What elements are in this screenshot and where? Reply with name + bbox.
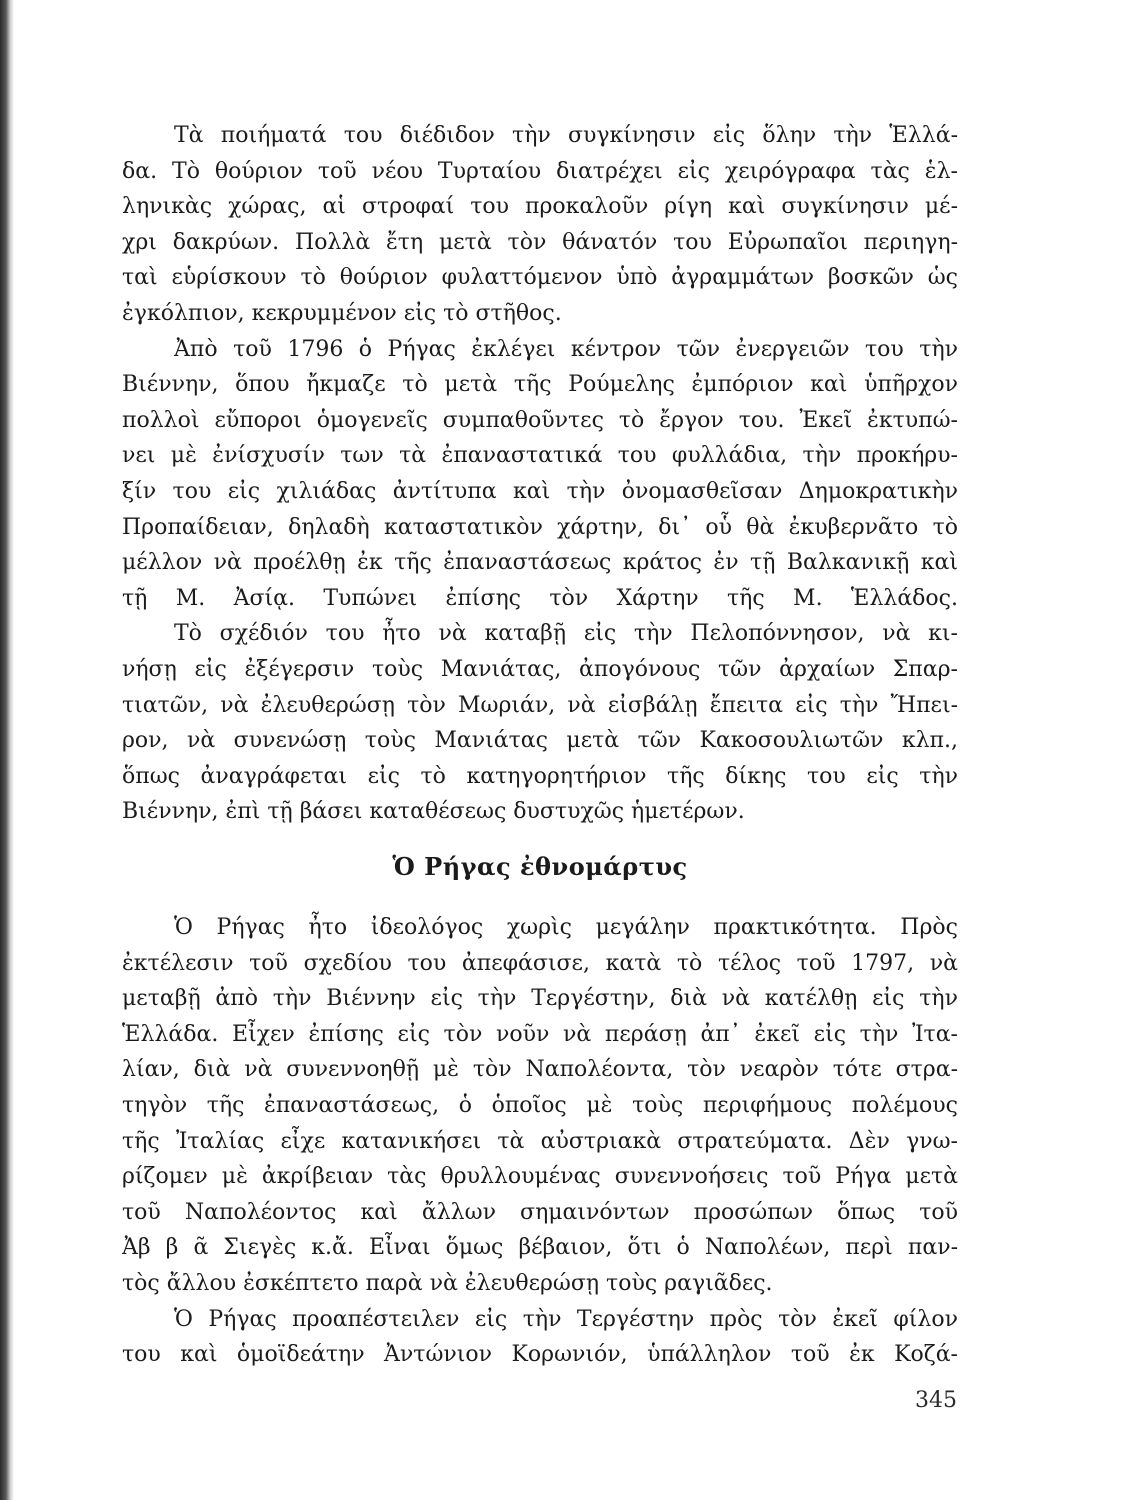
- text-line: μεταβῇ ἀπὸ τὴν Βιέννην εἰς τὴν Τεργέστην, διὰ νὰ κατέλθῃ εἰς τὴν: [122, 986, 958, 1012]
- text-line: ρίζομεν μὲ ἀκρίβειαν τὰς θρυλλουμένας συνεννοήσεις τοῦ Ρήγα μετὰ: [122, 1164, 958, 1190]
- text-line: πολλοὶ εὔποροι ὁμογενεῖς συμπαθοῦντες τὸ ἔργον του. Ἐκεῖ ἐκτυπώ-: [122, 407, 958, 433]
- text-line: Ἀβ β ᾶ Σιεγὲς κ.ἄ. Εἶναι ὅμως βέβαιον, ὅτι ὁ Ναπολέων, περὶ παν-: [122, 1235, 958, 1261]
- text-line: Προπαίδειαν, δηλαδὴ καταστατικὸν χάρτην, δι᾿ οὗ θὰ ἐκυβερνᾶτο τὸ: [122, 514, 958, 540]
- text-line: ταὶ εὑρίσκουν τὸ θούριον φυλαττόμενον ὑπὸ ἀγραμμάτων βοσκῶν ὡς: [122, 265, 958, 291]
- text-line: Τὰ ποιήματά του διέδιδον τὴν συγκίνησιν εἰς ὅλην τὴν Ἑλλά-: [174, 123, 958, 148]
- text-line: τῆς Ἰταλίας εἶχε κατανικήσει τὰ αὐστριακὰ στρατεύματα. Δὲν γνω-: [122, 1128, 958, 1154]
- text-line: νήσῃ εἰς ἐξέγερσιν τοὺς Μανιάτας, ἀπογόνους τῶν ἀρχαίων Σπαρ-: [122, 656, 958, 682]
- text-line: τηγὸν τῆς ἐπαναστάσεως, ὁ ὁποῖος μὲ τοὺς περιφήμους πολέμους: [122, 1092, 958, 1118]
- text-line: τιατῶν, νὰ ἐλευθερώσῃ τὸν Μωριάν, νὰ εἰσβάλῃ ἔπειτα εἰς τὴν Ἤπει-: [122, 692, 958, 718]
- section-heading: Ὁ Ρήγας ἐθνομάρτυς: [392, 852, 688, 881]
- text-line: Ἑλλάδα. Εἶχεν ἐπίσης εἰς τὸν νοῦν νὰ περάσῃ ἀπ᾿ ἐκεῖ εἰς τὴν Ἰτα-: [122, 1021, 958, 1047]
- text-line: ἐγκόλπιον, κεκρυμμένον εἰς τὸ στῆθος.: [122, 300, 562, 326]
- section-1-text: [122, 118, 958, 830]
- text-line: χρι δακρύων. Πολλὰ ἔτη μετὰ τὸν θάνατόν του Εὐρωπαῖοι περιηγη-: [122, 229, 958, 255]
- text-line: Βιέννην, ἐπὶ τῇ βάσει καταθέσεως δυστυχῶς ἡμετέρων.: [122, 799, 745, 825]
- text-line: λίαν, διὰ νὰ συνεννοηθῇ μὲ τὸν Ναπολέοντα, τὸν νεαρὸν τότε στρα-: [122, 1057, 958, 1083]
- text-line: τὸς ἄλλου ἐσκέπτετο παρὰ νὰ ἐλευθερώσῃ τοὺς ραγιᾶδες.: [122, 1270, 773, 1296]
- section-2-text: [122, 910, 958, 1373]
- text-line: Ἀπὸ τοῦ 1796 ὁ Ρήγας ἐκλέγει κέντρον τῶν ἐνεργειῶν του τὴν: [174, 336, 958, 362]
- text-line: ρον, νὰ συνενώσῃ τοὺς Μανιάτας μετὰ τῶν Κακοσουλιωτῶν κλπ.,: [122, 728, 958, 754]
- text-line: μέλλον νὰ προέλθῃ ἐκ τῆς ἐπαναστάσεως κράτος ἐν τῇ Βαλκανικῇ καὶ: [122, 550, 958, 576]
- page-binding-edge: [0, 0, 14, 1500]
- text-line: τοῦ Ναπολέοντος καὶ ἄλλων σημαινόντων προσώπων ὅπως τοῦ: [122, 1199, 958, 1225]
- text-line: Ὁ Ρήγας ἦτο ἰδεολόγος χωρὶς μεγάλην πρακτικότητα. Πρὸς: [174, 915, 958, 940]
- text-line: Τὸ σχέδιόν του ἦτο νὰ καταβῇ εἰς τὴν Πελοπόννησον, νὰ κι-: [174, 621, 958, 647]
- text-line: δα. Τὸ θούριον τοῦ νέου Τυρταίου διατρέχει εἰς χειρόγραφα τὰς ἑλ-: [122, 158, 958, 184]
- text-line: νει μὲ ἐνίσχυσίν των τὰ ἐπαναστατικά του φυλλάδια, τὴν προκήρυ-: [122, 443, 958, 469]
- text-line: ξίν του εἰς χιλιάδας ἀντίτυπα καὶ τὴν ὀνομασθεῖσαν Δημοκρατικὴν: [122, 478, 958, 504]
- text-line: ἐκτέλεσιν τοῦ σχεδίου του ἀπεφάσισε, κατὰ τὸ τέλος τοῦ 1797, νὰ: [122, 950, 958, 976]
- text-line: ὅπως ἀναγράφεται εἰς τὸ κατηγορητήριον τῆς δίκης του εἰς τὴν: [122, 763, 958, 789]
- text-line: Βιέννην, ὅπου ἤκμαζε τὸ μετὰ τῆς Ρούμελης ἐμπόριον καὶ ὑπῆρχον: [122, 372, 958, 398]
- page-number: 345: [915, 1388, 957, 1413]
- text-line: ληνικὰς χώρας, αἱ στροφαί του προκαλοῦν ρίγη καὶ συγκίνησιν μέ-: [122, 194, 958, 220]
- text-line: τῇ Μ. Ἀσίᾳ. Τυπώνει ἐπίσης τὸν Χάρτην τῆς Μ. Ἑλλάδος.: [122, 585, 958, 611]
- text-line: Ὁ Ρήγας προαπέστειλεν εἰς τὴν Τεργέστην πρὸς τὸν ἐκεῖ φίλον: [174, 1306, 958, 1332]
- text-line: του καὶ ὁμοϊδεάτην Ἀντώνιον Κορωνιόν, ὑπάλληλον τοῦ ἐκ Κοζά-: [122, 1342, 958, 1368]
